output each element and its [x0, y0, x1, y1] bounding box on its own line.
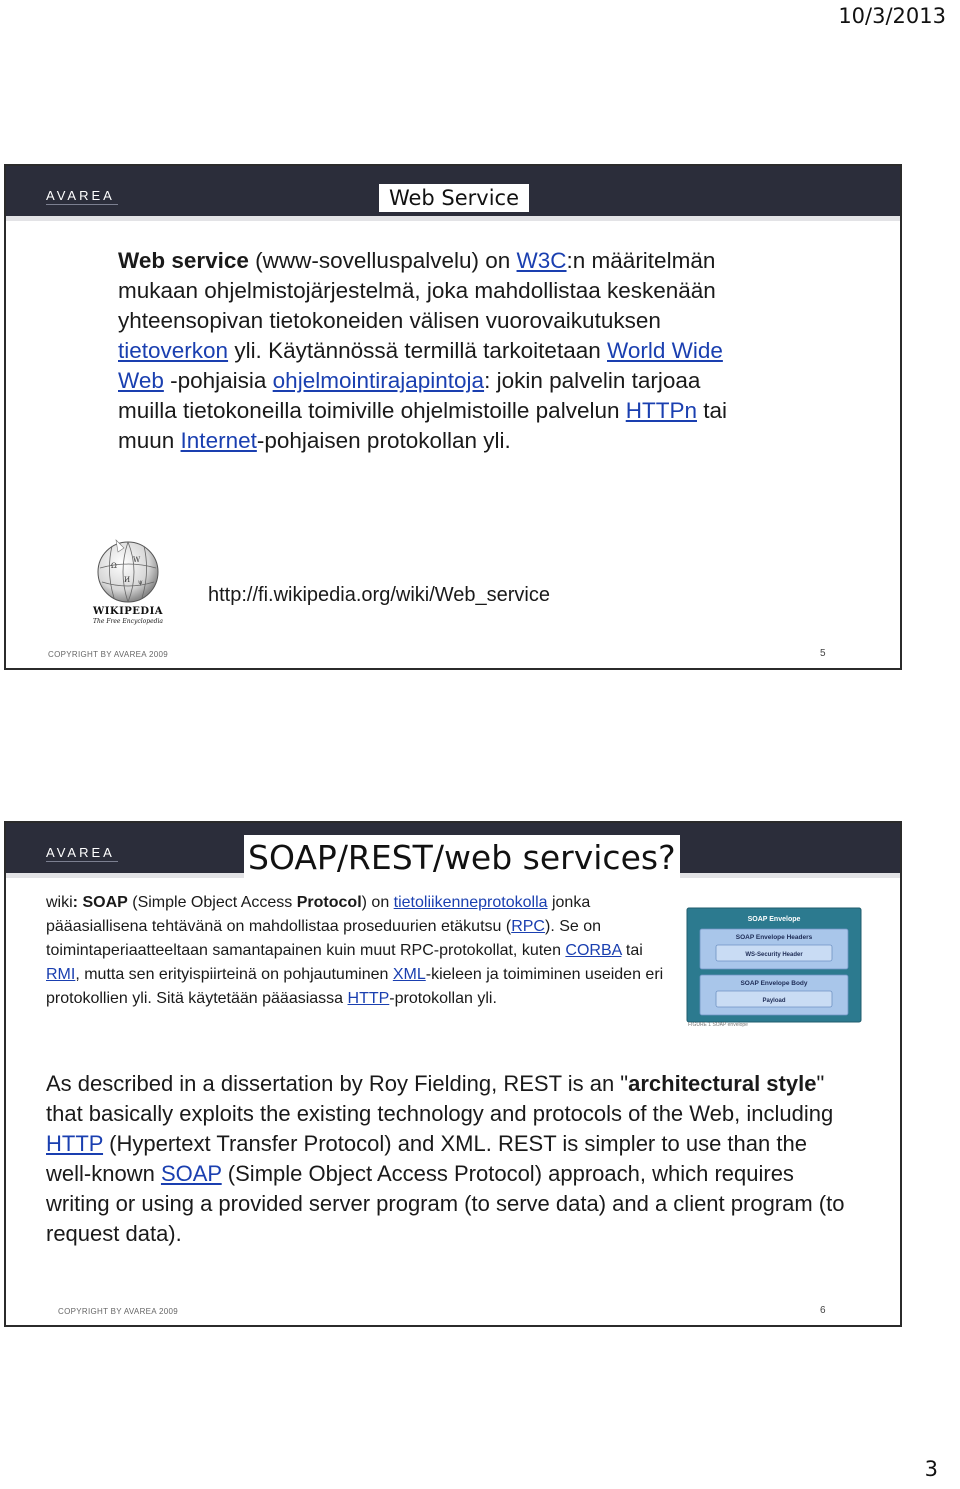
slide-number: 6 — [820, 1305, 826, 1316]
svg-text:Ω: Ω — [111, 562, 117, 570]
soap-wiki-definition: wiki: SOAP (Simple Object Access Protocol) on tietoliikenneprotokolla jonka pääasiallisena tehtävänä on mahdollistaa proseduurien etäkutsu (RPC). Se on toimintaperiaatteeltaan samantapainen kuin muut RPC-protokollat, kuten CORBA tai RMI, mutta sen erityispiirteinä on pohjautuminen XML-kieleen ja toimiminen useiden eri protokollien yli. Sitä käytetään pääasiassa HTTP-protokollan yli. — [46, 894, 664, 1007]
page-number: 3 — [924, 1457, 938, 1481]
rest-description: As described in a dissertation by Roy Fielding, REST is an "architectural style" that basically exploits the existing technology and protocols of the Web, including HTTP (Hypertext Transfer Protocol) and XML. REST is simpler to use than the well-known SOAP (Simple Object Access Protocol) approach, which requires writing or using a provided server program (to serve data) and a client program (to request data). — [46, 1071, 845, 1246]
link-internet[interactable]: Internet — [180, 428, 257, 453]
svg-text:SOAP Envelope Body: SOAP Envelope Body — [740, 980, 808, 987]
link-rpc[interactable]: RPC — [511, 918, 545, 935]
avarea-logo: AVAREA — [46, 845, 115, 860]
link-http[interactable]: HTTP — [347, 990, 390, 1007]
slide-soap-rest — [4, 821, 902, 1327]
link-tietoliikenneprotokolla[interactable]: tietoliikenneprotokolla — [393, 894, 548, 911]
slide-number: 5 — [820, 648, 826, 659]
logo-underline — [46, 861, 118, 862]
wikipedia-globe-icon — [78, 538, 178, 626]
svg-text:The Free Encyclopedia: The Free Encyclopedia — [93, 618, 163, 625]
svg-text:И: И — [124, 576, 131, 584]
svg-text:W: W — [133, 556, 141, 564]
link-httpn[interactable]: HTTPn — [625, 398, 697, 423]
document-date: 10/3/2013 — [838, 4, 946, 28]
wikipedia-url[interactable]: http://fi.wikipedia.org/wiki/Web_service — [208, 584, 550, 606]
slide-title: Web Service — [6, 186, 900, 210]
slide-title: SOAP/REST/web services? — [244, 835, 680, 881]
link-corba[interactable]: CORBA — [565, 942, 622, 959]
svg-text:ψ: ψ — [138, 579, 143, 586]
web-service-definition: Web service (www-sovelluspalvelu) on W3C:n määritelmän mukaan ohjelmistojärjestelmä, joka mahdollistaa keskenään yhteensopivan tietokoneiden välisen vuorovaikutuksen tietoverkon yli. Käytännössä termillä tarkoitetaan World Wide Web -pohjaisia ohjelmointirajapintoja: jokin palvelin tarjoaa muilla tietokoneilla toimiville ohjelmistoille palvelun HTTPn tai muun Internet-pohjaisen protokollan yli. — [118, 248, 728, 453]
link-rmi[interactable]: RMI — [46, 966, 76, 983]
link-w3c[interactable]: W3C — [516, 248, 567, 273]
link-ohjelmointirajapintoja[interactable]: ohjelmointirajapintoja — [272, 368, 485, 393]
banner-strip — [6, 216, 900, 221]
footer-copyright: COPYRIGHT BY AVAREA 2009 — [48, 650, 168, 659]
figure-caption: FIGURE 1 SOAP envelope — [688, 1022, 748, 1028]
svg-text:SOAP Envelope Headers: SOAP Envelope Headers — [735, 934, 813, 941]
link-soap[interactable]: SOAP — [160, 1161, 222, 1186]
avarea-logo: AVAREA — [46, 188, 115, 203]
svg-text:Payload: Payload — [762, 998, 786, 1004]
link-xml[interactable]: XML — [392, 966, 426, 983]
footer-copyright: COPYRIGHT BY AVAREA 2009 — [58, 1307, 178, 1316]
svg-text:WS-Security Header: WS-Security Header — [745, 952, 803, 958]
svg-text:SOAP Envelope: SOAP Envelope — [747, 916, 801, 923]
link-tietoverkon[interactable]: tietoverkon — [118, 338, 229, 363]
svg-text:WIKIPEDIA: WIKIPEDIA — [92, 606, 164, 617]
slide-web-service — [4, 164, 902, 670]
soap-envelope-diagram — [686, 907, 862, 1035]
link-world-wide-web[interactable]: World Wide Web — [118, 338, 723, 393]
link-http-rest[interactable]: HTTP — [46, 1131, 104, 1156]
